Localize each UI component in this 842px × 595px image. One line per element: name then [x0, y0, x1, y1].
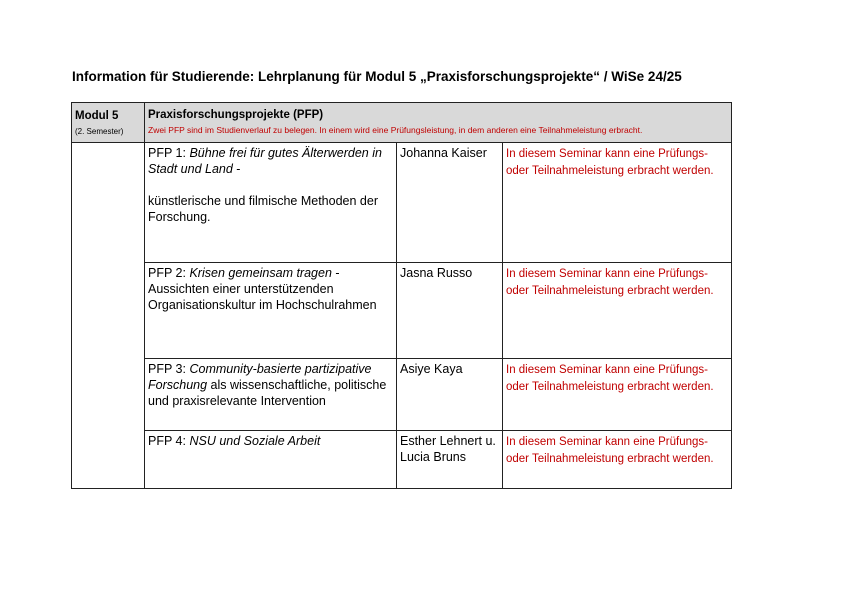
table-row — [72, 263, 732, 359]
project-rest: - — [232, 162, 241, 176]
lecturer-cell — [397, 359, 503, 431]
lecturer-name: Johanna Kaiser — [400, 146, 487, 160]
project-prefix: PFP 3: — [148, 362, 190, 376]
module-heading-cell — [145, 103, 732, 143]
project-italic: NSU und Soziale Arbeit — [189, 434, 321, 448]
table-row — [72, 431, 732, 489]
lecturer-cell — [397, 263, 503, 359]
page-title: Information für Studierende: Lehrplanung für Modul 5 „Praxisforschungsprojekte“ / WiSe 24/25 — [72, 69, 682, 84]
project-title-cell — [145, 431, 397, 489]
project-title-cell — [145, 263, 397, 359]
project-italic: Krisen gemeinsam tragen — [189, 266, 332, 280]
project-rest: - Aussichten einer unterstützenden Organisationskultur im Hochschulrahmen — [148, 266, 377, 312]
lecturer-name: Asiye Kaya — [400, 362, 463, 376]
lecturer-name: Jasna Russo — [400, 266, 473, 280]
project-prefix: PFP 1: — [148, 146, 190, 160]
project-rest: als wissenschaftliche, politische und praxisrelevante Intervention — [148, 378, 387, 408]
table-row — [72, 143, 732, 263]
table-row — [72, 359, 732, 431]
project-info: In diesem Seminar kann eine Prüfungs- oder Teilnahmeleistung erbracht werden. — [506, 436, 714, 465]
lecturer-cell — [397, 431, 503, 489]
project-italic: Bühne frei für gutes Älterwerden in Stadt und Land — [148, 146, 382, 176]
project-info: In diesem Seminar kann eine Prüfungs- oder Teilnahmeleistung erbracht werden. — [506, 364, 714, 393]
project-prefix: PFP 2: — [148, 266, 190, 280]
info-cell — [503, 263, 732, 359]
module-name: Modul 5 — [75, 110, 119, 122]
module-semester: (2. Semester) — [75, 127, 124, 136]
module-note: Zwei PFP sind im Studienverlauf zu belegen. In einem wird eine Prüfungsleistung, in dem anderen eine Teilnahmeleistung erbracht. — [148, 125, 643, 135]
lecturer-name: Esther Lehnert u. Lucia Bruns — [400, 434, 496, 464]
table-header-row — [72, 103, 732, 143]
info-cell — [503, 431, 732, 489]
project-info: In diesem Seminar kann eine Prüfungs- oder Teilnahmeleistung erbracht werden. — [506, 148, 714, 177]
lecturer-cell — [397, 143, 503, 263]
project-extra: künstlerische und filmische Methoden der Forschung. — [148, 194, 378, 224]
project-title-cell — [145, 143, 397, 263]
lehrplanung-table — [71, 102, 732, 489]
project-info: In diesem Seminar kann eine Prüfungs- oder Teilnahmeleistung erbracht werden. — [506, 268, 714, 297]
info-cell — [503, 359, 732, 431]
project-title-cell — [145, 359, 397, 431]
project-italic: Community-basierte partizipative Forschung — [148, 362, 372, 392]
project-prefix: PFP 4: — [148, 434, 190, 448]
module-empty-cell — [72, 143, 145, 489]
module-heading: Praxisforschungsprojekte (PFP) — [148, 109, 324, 121]
info-cell — [503, 143, 732, 263]
module-cell — [72, 103, 145, 143]
